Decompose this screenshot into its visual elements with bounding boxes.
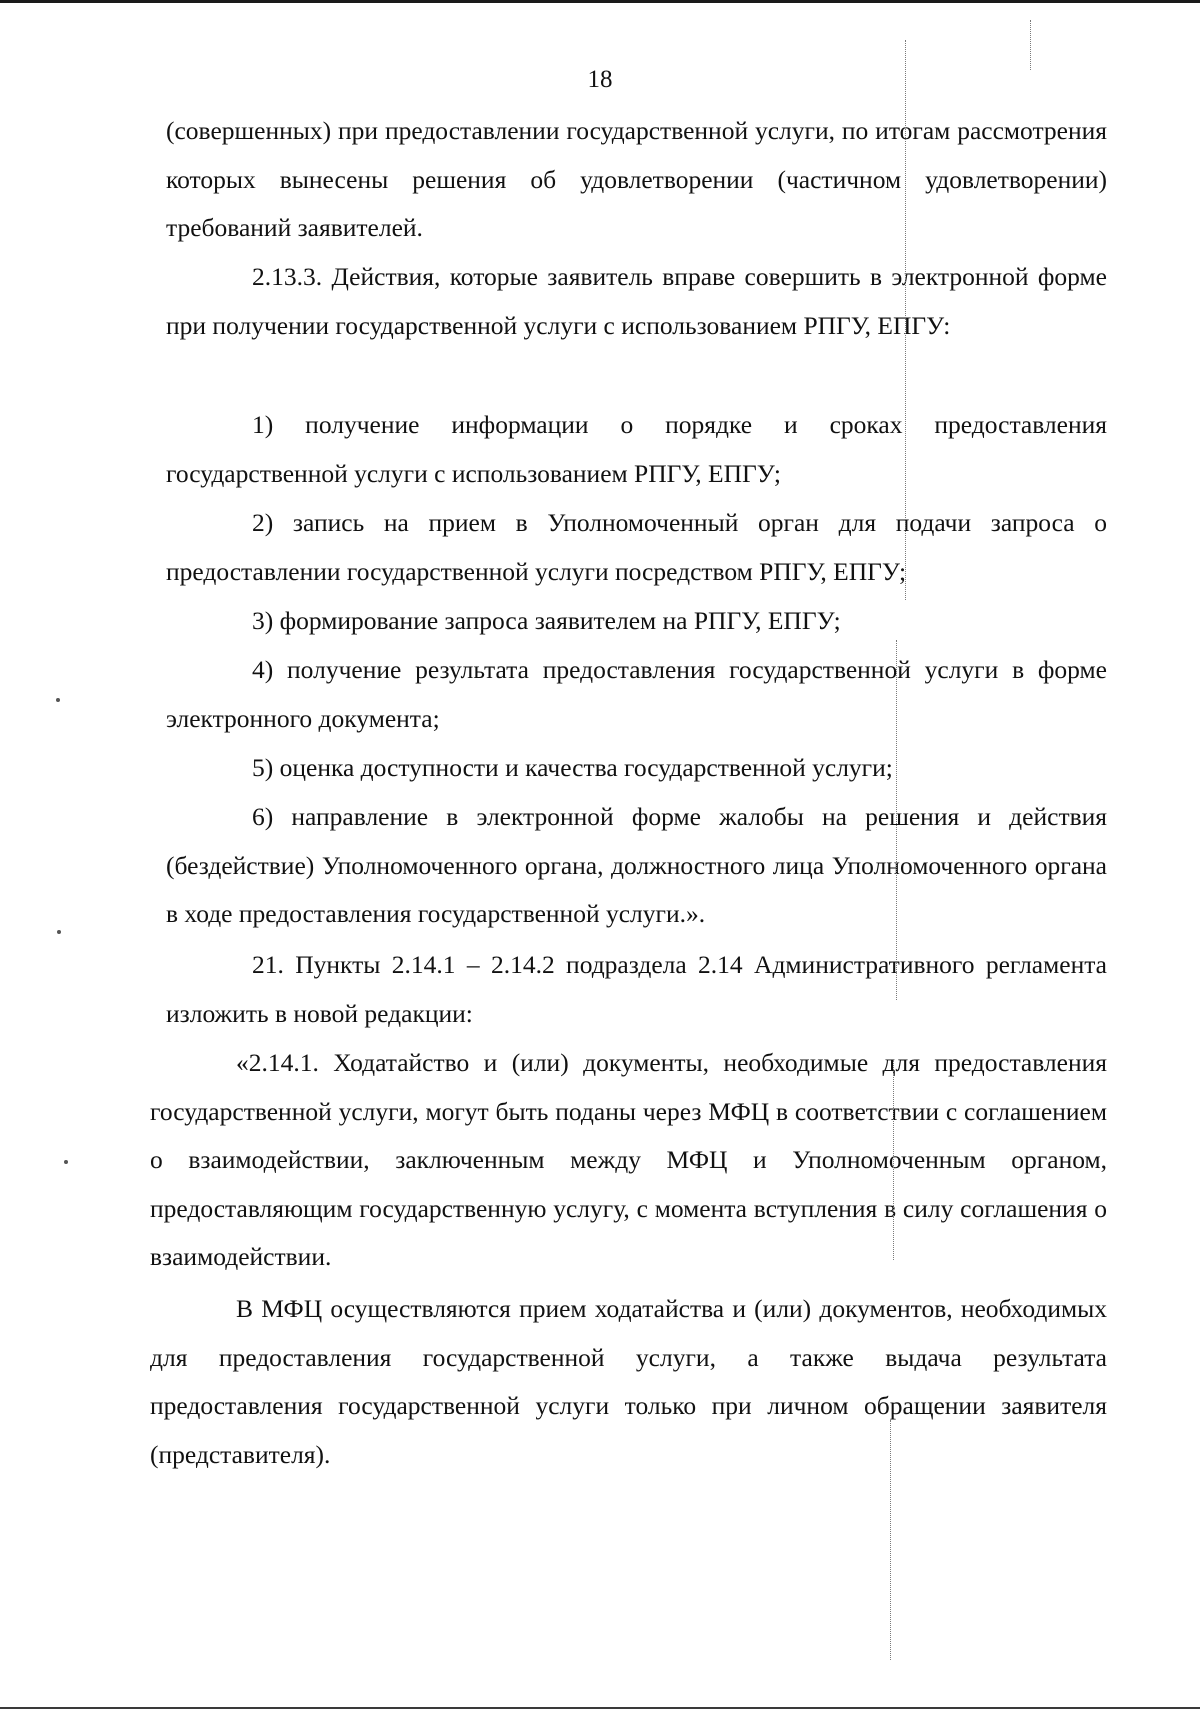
list-item-5: 5) оценка доступности и качества государственной услуги; — [252, 753, 893, 782]
scan-artifact-line — [893, 1060, 894, 1260]
paragraph-mfc-reception: В МФЦ осуществляются прием ходатайства и (или) документов, необходимых для предоставления государственной услуги, а также выдача результата предоставления государственной услуги только при личном обращении заявителя (представителя). — [150, 1294, 1107, 1469]
list-item-6: 6) направление в электронной форме жалобы на решения и действия (бездействие) Уполномоченного органа, должностного лица Уполномоченного органа в ходе предоставления государственной услуги.». — [166, 802, 1107, 928]
scan-bottom-edge — [0, 1707, 1200, 1709]
paragraph-2-13-3: 2.13.3. Действия, которые заявитель вправе совершить в электронной форме при получении государственной услуги с использованием РПГУ, ЕПГУ: — [166, 262, 1107, 340]
scan-artifact-line — [896, 640, 897, 1000]
list-item-2: 2) запись на прием в Уполномоченный орган для подачи запроса о предоставлении государственной услуги посредством РПГУ, ЕПГУ; — [166, 508, 1107, 586]
list-item-3: 3) формирование запроса заявителем на РПГУ, ЕПГУ; — [252, 606, 841, 635]
scan-top-edge — [0, 0, 1200, 3]
scan-speck — [64, 1160, 68, 1164]
scan-artifact-line — [905, 40, 906, 600]
paragraph-2-14-1: «2.14.1. Ходатайство и (или) документы, необходимые для предоставления государственной услуги, могут быть поданы через МФЦ в соответствии с соглашением о взаимодействии, заключенным между МФЦ и Уполномоченным органом, предоставляющим государственную услугу, с момента вступления в силу соглашения о взаимодействии. — [150, 1048, 1107, 1271]
scan-artifact-line — [890, 1420, 891, 1660]
paragraph-continuation: (совершенных) при предоставлении государственной услуги, по итогам рассмотрения которых вынесены решения об удовлетворении (частичном удовлетворении) требований заявителей. — [166, 116, 1107, 242]
list-item-1: 1) получение информации о порядке и сроках предоставления государственной услуги с использованием РПГУ, ЕПГУ; — [166, 410, 1107, 488]
scan-speck — [56, 698, 60, 702]
scan-speck — [57, 930, 61, 934]
scan-artifact-line — [1030, 20, 1031, 70]
paragraph-item-21: 21. Пункты 2.14.1 – 2.14.2 подраздела 2.14 Административного регламента изложить в новой редакции: — [166, 950, 1107, 1028]
page-number: 18 — [587, 66, 613, 93]
list-item-4: 4) получение результата предоставления государственной услуги в форме электронного документа; — [166, 655, 1107, 733]
